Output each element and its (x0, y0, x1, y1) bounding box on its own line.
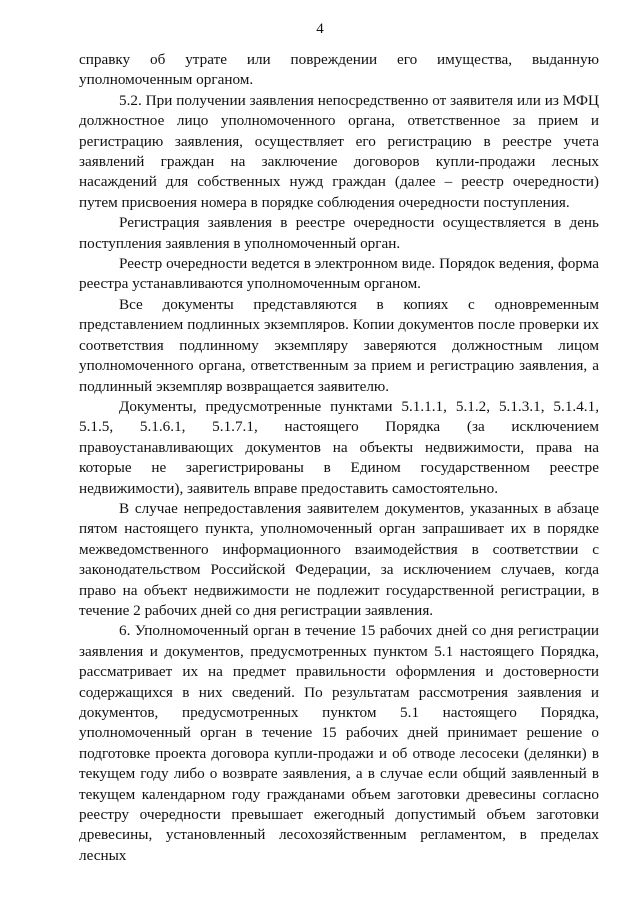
paragraph: 6. Уполномоченный орган в течение 15 рабочих дней со дня регистрации заявления и документов, предусмотренных пунктом 5.1 настоящего Порядка, рассматривает их на предмет правильности оформления и достоверности содержащихся в них сведений. По результатам рассмотрения заявления и документов, предусмотренных пунктом 5.1 настоящего Порядка, уполномоченный орган в течение 15 рабочих дней принимает решение о подготовке проекта договора купли-продажи и об отводе лесосеки (делянки) в текущем году либо о возврате заявления, а в случае если общий заявленный в текущем календарном году гражданами объем заготовки древесины согласно реестру очередности превышает ежегодный допустимый объем заготовки древесины, установленный лесохозяйственным регламентом, в пределах лесных (79, 622, 599, 864)
document-body (79, 50, 599, 866)
paragraph: 5.2. При получении заявления непосредственно от заявителя или из МФЦ должностное лицо уполномоченного органа, ответственное за прием и регистрацию заявления, осуществляет его регистрацию в реестре учета заявлений граждан на заключение договоров купли-продажи лесных насаждений для собственных нужд граждан (далее – реестр очередности) путем присвоения номера в порядке соблюдения очередности поступления. (79, 91, 599, 211)
paragraph: Все документы представляются в копиях с одновременным представлением подлинных экземпляров. Копии документов после проверки их соответствия подлинному экземпляру заверяются должностным лицом уполномоченного органа, ответственным за прием и регистрацию заявления, а подлинный экземпляр возвращается заявителю. (79, 295, 599, 395)
paragraph: Документы, предусмотренные пунктами 5.1.1.1, 5.1.2, 5.1.3.1, 5.1.4.1, 5.1.5, 5.1.6.1, 5.1.7.1, настоящего Порядка (за исключением правоустанавливающих документов на объекты недвижимости, права на которые не зарегистрированы в Едином государственном реестре недвижимости), заявитель вправе предоставить самостоятельно. (79, 397, 599, 497)
paragraph: Реестр очередности ведется в электронном виде. Порядок ведения, форма реестра устанавливаются уполномоченным органом. (79, 255, 599, 293)
page-number: 4 (316, 21, 324, 37)
paragraph: справку об утрате или повреждении его имущества, выданную уполномоченным органом. (79, 51, 599, 89)
paragraph: В случае непредоставления заявителем документов, указанных в абзаце пятом настоящего пункта, уполномоченный орган запрашивает их в порядке межведомственного информационного взаимодействия в соответствии с законодательством Российской Федерации, за исключением случаев, когда право на объект недвижимости не подлежит государственной регистрации, в течение 2 рабочих дней со дня регистрации заявления. (79, 499, 599, 619)
paragraph: Регистрация заявления в реестре очередности осуществляется в день поступления заявления в уполномоченный орган. (79, 214, 599, 252)
